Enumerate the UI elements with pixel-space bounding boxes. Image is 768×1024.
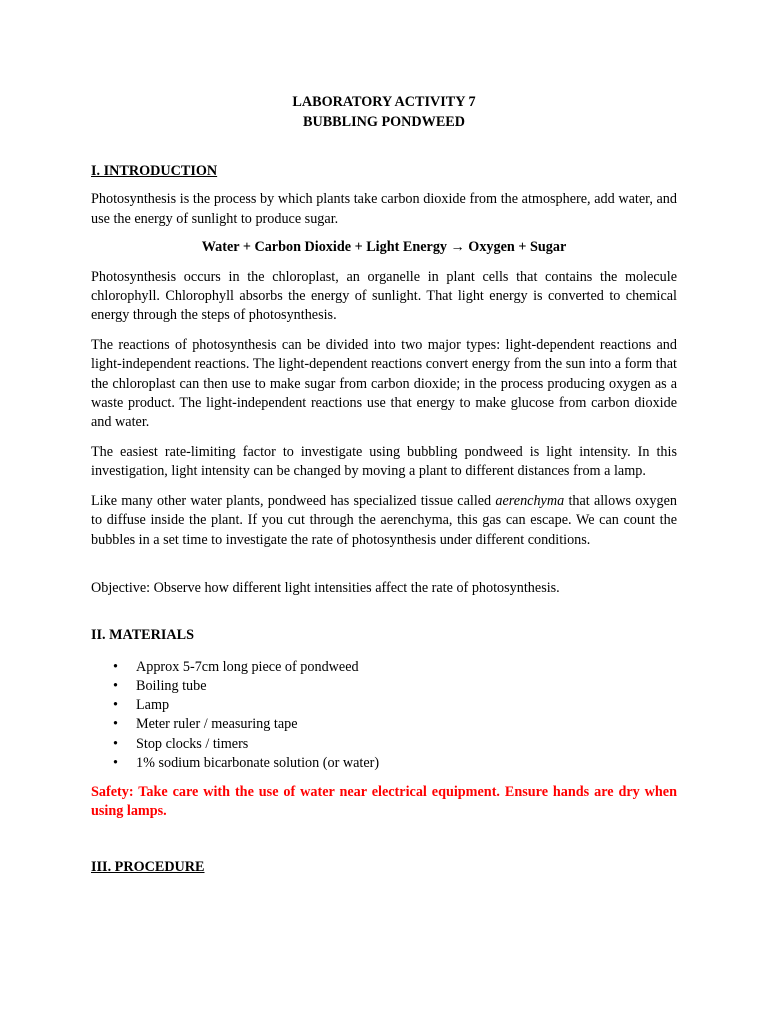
list-item: • Lamp bbox=[91, 696, 677, 715]
materials-heading: II. MATERIALS bbox=[91, 627, 195, 644]
intro-paragraph-4: The easiest rate-limiting factor to investigate using bubbling pondweed is light intensity. In this investigation, light intensity can be changed by moving a plant to different distances from a lamp. bbox=[91, 443, 677, 480]
bullet-icon: • bbox=[113, 735, 118, 752]
list-item: • 1% sodium bicarbonate solution (or water) bbox=[91, 754, 677, 773]
activity-title: LABORATORY ACTIVITY 7 bbox=[292, 94, 476, 110]
bullet-icon: • bbox=[113, 716, 118, 733]
bullet-icon: • bbox=[113, 658, 118, 675]
intro-paragraph-3: The reactions of photosynthesis can be divided into two major types: light-dependent reactions and light-independent reactions. The light-dependent reactions convert energy from the sun into a form that the chloroplast can then use to make sugar from carbon dioxide; in the process producing oxygen as a waste product. The light-independent reactions use that energy to make glucose from carbon dioxide and water. bbox=[91, 336, 677, 431]
objective-statement: Objective: Observe how different light intensities affect the rate of photosynthesis. bbox=[91, 579, 560, 596]
bullet-icon: • bbox=[113, 677, 118, 694]
list-item: • Stop clocks / timers bbox=[91, 735, 677, 754]
introduction-heading: I. INTRODUCTION bbox=[91, 163, 218, 179]
safety-warning: Safety: Take care with the use of water near electrical equipment. Ensure hands are dry when using lamps. bbox=[91, 783, 677, 820]
intro-paragraph-1: Photosynthesis is the process by which plants take carbon dioxide from the atmosphere, add water, and use the energy of sunlight to produce sugar. bbox=[91, 191, 677, 227]
materials-list bbox=[91, 658, 677, 773]
document-body bbox=[91, 92, 677, 877]
photosynthesis-equation: Water + Carbon Dioxide + Light Energy → Oxygen + Sugar bbox=[201, 239, 567, 256]
list-item: • Approx 5-7cm long piece of pondweed bbox=[91, 658, 677, 677]
aerenchyma-term: aerenchyma bbox=[495, 492, 565, 509]
procedure-heading: III. PROCEDURE bbox=[91, 858, 205, 875]
intro-paragraph-2: Photosynthesis occurs in the chloroplast, an organelle in plant cells that contains the molecule chlorophyll. Chlorophyll absorbs the energy of sunlight. That light energy is converted to chemical energy through the steps of photosynthesis. bbox=[91, 268, 677, 324]
paragraph-5-end: that allows oxygen to diffuse inside the plant. If you cut through the aerenchyma, this gas can escape. We can count the bubbles in a set time to investigate the rate of photosynthesis under different conditions. bbox=[91, 492, 677, 548]
paragraph-5-start: Like many other water plants, pondweed has specialized tissue called bbox=[91, 492, 496, 509]
intro-paragraph-5 bbox=[91, 492, 677, 550]
list-item: • Boiling tube bbox=[91, 677, 677, 696]
list-item: • Meter ruler / measuring tape bbox=[91, 715, 677, 734]
bullet-icon: • bbox=[113, 697, 118, 714]
bullet-icon: • bbox=[113, 754, 118, 771]
activity-subtitle: BUBBLING PONDWEED bbox=[303, 114, 465, 130]
